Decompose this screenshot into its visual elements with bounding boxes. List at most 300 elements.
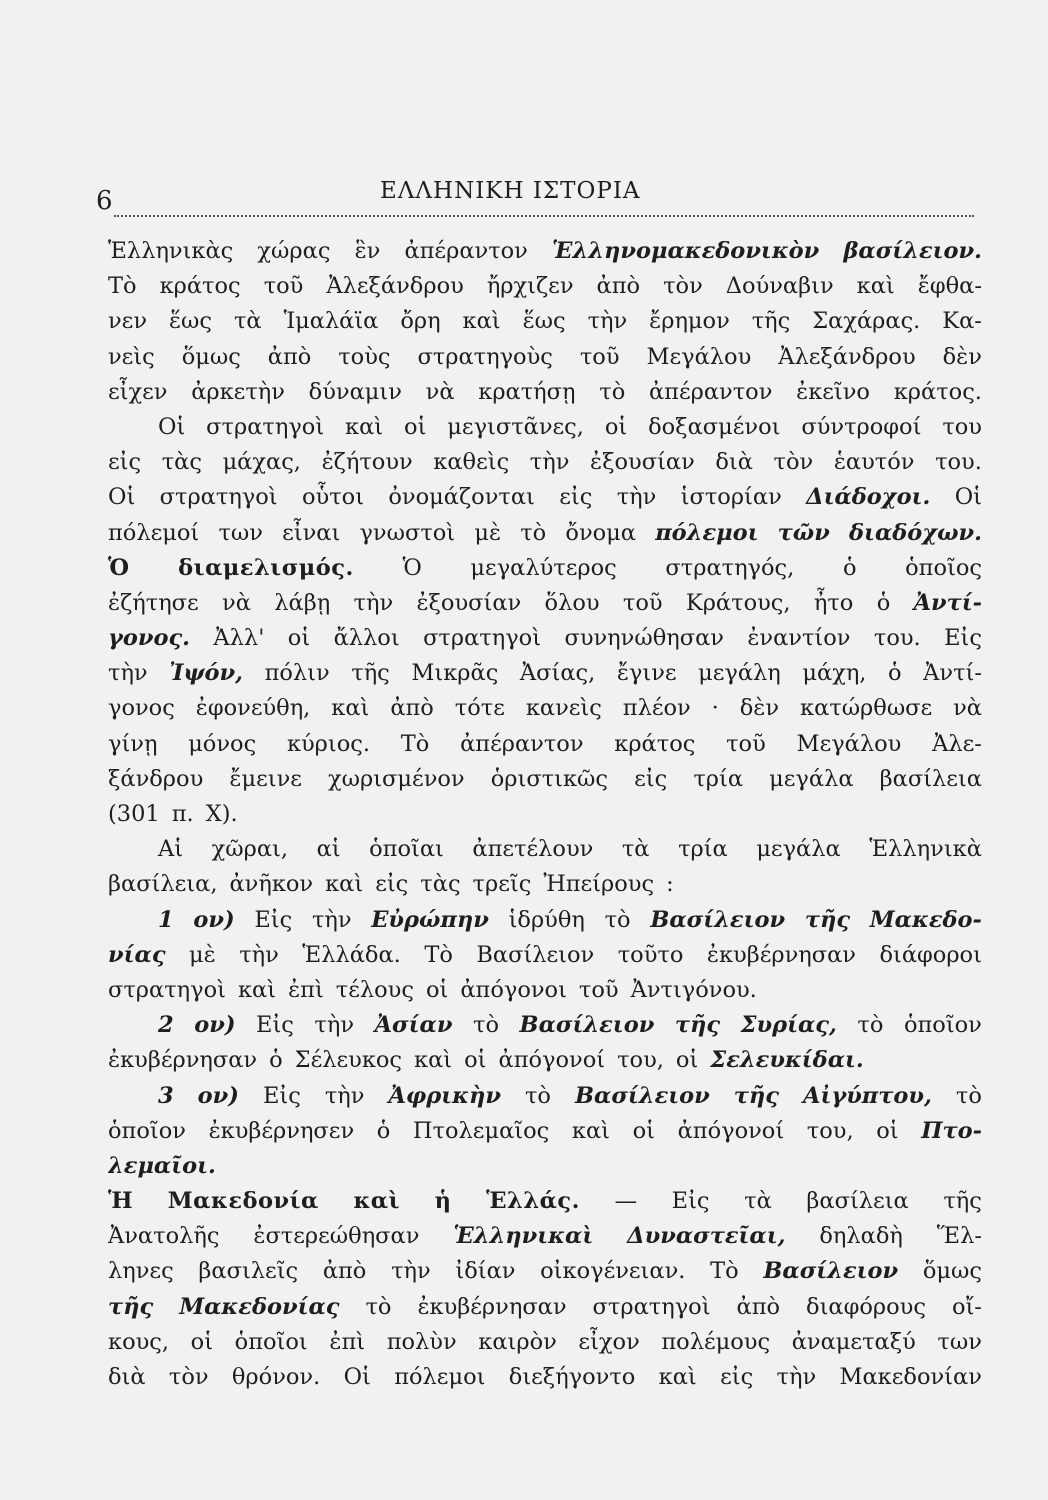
word: Δυναστεῖαι,	[627, 1223, 786, 1250]
word: καὶ	[856, 273, 895, 300]
word: κατώρθωσε	[800, 695, 933, 722]
word: διαδόχων.	[849, 519, 982, 546]
word: καὶ	[331, 695, 370, 722]
word: Οἱ	[954, 484, 982, 511]
word: οἱ	[425, 976, 449, 1003]
word: τὴν	[314, 1012, 355, 1039]
word: Ἀσίας,	[519, 660, 596, 687]
word: τὸ	[473, 1012, 499, 1039]
word: νίας	[108, 941, 166, 968]
word: Πτολεμαῖος	[412, 1117, 550, 1144]
word: διάφοροι	[879, 941, 982, 968]
text-line	[108, 340, 982, 375]
word: ἀπόγονοί	[677, 1117, 785, 1144]
word: καὶ	[462, 308, 501, 335]
word: οἴ-	[951, 1293, 982, 1320]
word: Εὐρώπην	[371, 906, 489, 933]
text-line	[108, 832, 982, 867]
word: ἐναντίον	[747, 625, 851, 652]
text-line	[108, 973, 982, 1008]
word: ὁ	[269, 1047, 283, 1074]
word: τοῦ	[579, 343, 620, 370]
word: Κράτους,	[685, 589, 791, 616]
word: μὲ	[474, 519, 502, 546]
word: Διάδοχοι.	[806, 484, 931, 511]
word: καθεὶς	[433, 449, 510, 476]
word: τὸ	[955, 1082, 982, 1109]
text-line	[108, 1290, 982, 1325]
word: Ἕλ-	[936, 1223, 982, 1250]
word: Ἀσίαν	[374, 1012, 453, 1039]
word: Μακεδονίαν	[839, 1364, 982, 1390]
word: τὴν	[391, 1258, 431, 1285]
word: ἀπέραντον	[648, 378, 773, 405]
word: Ἀνατολῆς	[108, 1223, 220, 1250]
word: καὶ	[325, 871, 364, 898]
word: ὁποῖαι	[369, 836, 444, 863]
word: δηλαδὴ	[819, 1223, 903, 1250]
word: μάχη,	[802, 660, 867, 687]
text-line	[108, 304, 982, 339]
word: Ἰψόν,	[169, 660, 243, 687]
word: τὸ	[524, 1082, 551, 1109]
text-line	[108, 586, 982, 621]
word: ἔμεινε	[229, 765, 302, 792]
word: Ἱμαλάϊα	[283, 308, 379, 335]
word: ληνες	[108, 1258, 174, 1285]
word: τὸ	[604, 906, 631, 933]
running-title: ΕΛΛΗΝΙΚΗ ΙΣΤΟΡΙΑ	[380, 178, 641, 204]
word: ἐκυβέρνησεν	[208, 1117, 355, 1144]
word: Πτο-	[921, 1117, 982, 1144]
word: Εἰς	[262, 1082, 301, 1109]
word: τὰς	[420, 871, 461, 898]
word: ἔφθα-	[917, 273, 982, 300]
text-line	[108, 1114, 982, 1149]
word: δοξασμένοι	[648, 413, 781, 440]
word: τὴν	[108, 660, 148, 687]
word: Οἱ	[343, 1364, 371, 1390]
word: κράτος.	[893, 378, 982, 405]
word: Ἀλε-	[932, 730, 982, 757]
word: ἀνῆκον	[229, 871, 314, 898]
word: οἱ	[287, 625, 311, 652]
word: τὴν	[353, 589, 394, 616]
word: τῆς	[751, 308, 791, 335]
text-line	[108, 903, 982, 938]
word: οἱ	[876, 1117, 899, 1144]
word: καὶ	[571, 1117, 610, 1144]
word: οἱ	[675, 1047, 699, 1074]
word: ὁριστικῶς	[490, 765, 608, 792]
word: ἱστορίαν	[680, 484, 782, 511]
word: ἀπέραντον	[404, 238, 528, 264]
text-line	[108, 656, 982, 691]
word: ἡ	[434, 1188, 452, 1215]
word: βασίλεια	[806, 1188, 909, 1215]
word: ὁποῖον	[108, 1117, 186, 1144]
word: εἰς	[559, 484, 593, 511]
word: του.	[935, 449, 982, 476]
word: οὗτοι	[301, 484, 365, 511]
word: τῶν	[777, 519, 830, 546]
word: Σέλευκος	[294, 1047, 403, 1074]
word: Μικρᾶς	[411, 660, 499, 687]
word: τῆς	[108, 1293, 154, 1320]
word: Βασίλειον	[574, 1082, 710, 1109]
word: Ἑλληνικὰς	[108, 238, 234, 264]
word: οἱ	[464, 1047, 487, 1074]
page-header	[96, 176, 976, 216]
word: Ὁ	[108, 554, 130, 581]
word: ἀπόγονοί	[498, 1047, 606, 1074]
word: γονος	[108, 695, 175, 722]
text-line	[108, 1008, 982, 1043]
word: νὰ	[953, 695, 982, 722]
word: Τὸ	[108, 273, 137, 300]
word: τοῦτο	[617, 941, 684, 968]
word: μεγάλη	[698, 660, 781, 687]
word: ὁποῖον	[903, 1012, 982, 1039]
word: ἦτο	[813, 589, 854, 616]
word: τότε	[454, 695, 505, 722]
word: στρατηγοὶ	[159, 484, 278, 511]
word: λάβῃ	[274, 589, 331, 616]
word: τὸν	[773, 449, 814, 476]
word: ἐπὶ	[329, 1328, 366, 1355]
word: Αἱ	[158, 836, 184, 863]
word: (301	[108, 801, 160, 827]
word: Ἠπείρους	[543, 871, 655, 898]
word: ον)	[193, 906, 235, 933]
word: Εἰς	[254, 906, 293, 933]
word: τὸ	[857, 1012, 884, 1039]
word: γίνῃ	[108, 730, 158, 757]
word: τῆς	[804, 906, 851, 933]
header-dotted-rule	[114, 215, 974, 217]
text-line	[108, 797, 982, 832]
word: Σελευκίδαι.	[710, 1047, 864, 1074]
word: ὁ	[842, 554, 857, 581]
word: τέλους	[335, 976, 414, 1003]
word: τὴν	[324, 1082, 365, 1109]
word: κρατήσῃ	[478, 378, 576, 405]
word: διαμελισμός.	[178, 554, 354, 581]
word: Ἑλληνικαὶ	[453, 1223, 594, 1250]
word: ἀναμεταξύ	[791, 1328, 916, 1355]
word: Εἰς	[944, 625, 982, 652]
body-text	[108, 234, 982, 1395]
word: μόνος	[188, 730, 257, 757]
word: βασιλεῖς	[198, 1258, 299, 1285]
word: καὶ	[345, 413, 384, 440]
word: ἀπὸ	[322, 1258, 367, 1285]
word: τὰ	[744, 1188, 772, 1215]
word: των	[218, 519, 263, 546]
text-line	[108, 691, 982, 726]
word: 1	[158, 906, 174, 933]
word: ὁποῖος	[905, 554, 982, 581]
word: ἐξουσίαν	[416, 589, 522, 616]
word: του.	[873, 625, 921, 652]
word: ἤρχιζεν	[486, 273, 574, 300]
word: πόλεμοι	[655, 519, 759, 546]
word: ἔγινε	[616, 660, 677, 687]
word: κράτος	[159, 273, 241, 300]
word: Τὸ	[424, 941, 453, 968]
word: τῆς	[351, 660, 390, 687]
word: διὰ	[108, 1364, 146, 1390]
word: Οἱ	[158, 413, 186, 440]
word: χώρας	[257, 238, 331, 264]
word: πολὺν	[386, 1328, 457, 1355]
word: Βασίλειον	[763, 1258, 899, 1285]
word: οἱ	[404, 413, 427, 440]
word: αἱ	[316, 836, 341, 863]
word: εἰς	[375, 871, 409, 898]
word: συνηνώθησαν	[564, 625, 724, 652]
word: ἕως	[168, 308, 212, 335]
word: Μακεδονίας	[179, 1293, 340, 1320]
text-line	[108, 410, 982, 445]
word: τρεῖς	[472, 871, 532, 898]
word: πόλεμοι	[394, 1364, 486, 1390]
word: ἐκυβέρνησαν	[108, 1047, 258, 1074]
word: τοῦ	[263, 273, 304, 300]
word: στρατηγοὶ	[423, 625, 542, 652]
text-line	[108, 1184, 982, 1219]
text-line	[108, 727, 982, 762]
word: ἀπετέλουν	[472, 836, 594, 863]
word: νὰ	[425, 378, 455, 405]
word: Μεγάλου	[796, 730, 902, 757]
word: ον)	[197, 1082, 239, 1109]
word: μεγιστᾶνες,	[447, 413, 584, 440]
word: τοῦ	[578, 976, 619, 1003]
text-line	[108, 1360, 982, 1395]
word: ὁ	[888, 660, 902, 687]
word: μάχας,	[222, 449, 301, 476]
word: ἀπὸ	[596, 273, 641, 300]
text-line	[108, 1325, 982, 1360]
text-line	[108, 1149, 982, 1184]
word: κανεὶς	[525, 695, 602, 722]
word: μεγαλύτερος	[470, 554, 617, 581]
word: Σαχάρας.	[812, 308, 921, 335]
text-line	[108, 867, 982, 902]
word: ὅμως	[181, 343, 241, 370]
word: οἰκογένειαν.	[540, 1258, 686, 1285]
word: Ἀλεξάνδρου	[778, 343, 916, 370]
text-line	[108, 1079, 982, 1114]
word: δὲν	[942, 343, 982, 370]
word: βασίλεια	[879, 765, 982, 792]
text-line	[108, 234, 982, 269]
word: τὸ	[599, 378, 626, 405]
word: πλέον	[622, 695, 691, 722]
word: ὄνομα	[565, 519, 636, 546]
word: καὶ	[658, 1364, 697, 1390]
word: τοῦ	[726, 730, 766, 757]
word: Ἡ	[108, 1188, 134, 1215]
word: ἐζήτησε	[108, 589, 199, 616]
text-line	[108, 375, 982, 410]
word: Εἰς	[256, 1012, 294, 1039]
word: ἐφονεύθη,	[195, 695, 311, 722]
word: ὁ	[376, 1117, 391, 1144]
word: στρατηγός,	[665, 554, 795, 581]
word: ἰδίαν	[455, 1258, 516, 1285]
word: ὅλου	[544, 589, 600, 616]
word: Ἀλεξάνδρου	[326, 273, 464, 300]
word: τὰ	[621, 836, 650, 863]
word: Ἀντιγόνου.	[630, 976, 757, 1003]
word: χωρισμένον	[328, 765, 465, 792]
text-line	[108, 762, 982, 797]
word: —	[614, 1188, 638, 1215]
word: ξάνδρου	[108, 765, 204, 792]
word: τὴν	[616, 484, 657, 511]
word: Ἀλλ'	[213, 625, 265, 652]
word: τρία	[693, 765, 744, 792]
text-line	[108, 938, 982, 973]
word: καὶ	[353, 1188, 401, 1215]
text-line	[108, 1043, 982, 1078]
word: τὰ	[233, 308, 262, 335]
text-line	[108, 480, 982, 515]
word: ἑαυτόν	[833, 449, 915, 476]
word: σύντροφοί	[801, 413, 922, 440]
text-line	[108, 1254, 982, 1289]
word: καιρὸν	[478, 1328, 557, 1355]
word: τὸν	[168, 1364, 209, 1390]
word: πολέμους	[661, 1328, 771, 1355]
word: ἀπόγονοι	[460, 976, 567, 1003]
word: Ἀφρικὴν	[388, 1082, 501, 1109]
word: Βασίλειον	[650, 906, 786, 933]
word: δύναμιν	[308, 378, 402, 405]
word: Τὸ	[400, 730, 430, 757]
word: ὁ	[876, 589, 891, 616]
word: Μακεδο-	[869, 906, 982, 933]
word: των	[937, 1328, 982, 1355]
word: κύριος.	[286, 730, 371, 757]
word: του,	[806, 1117, 854, 1144]
word: τὴν	[311, 906, 352, 933]
word: Βασίλειον	[476, 941, 595, 968]
word: ἔρημον	[649, 308, 730, 335]
word: διεξήγοντο	[508, 1364, 636, 1390]
word: εἶναι	[282, 519, 341, 546]
word: Χ).	[205, 801, 238, 827]
word: Ἑλλάδα.	[302, 941, 401, 968]
word: νὰ	[222, 589, 251, 616]
word: καὶ	[414, 1047, 453, 1074]
word: 2	[158, 1012, 174, 1039]
word: Ἑλληνικὰ	[869, 836, 982, 863]
word: εἶχεν	[108, 378, 168, 405]
word: καὶ	[237, 976, 277, 1003]
word: τὴν	[239, 941, 279, 968]
word: ἱδρύθη	[508, 906, 585, 933]
word: ·	[711, 695, 719, 722]
text-line	[108, 551, 982, 586]
word: νεν	[108, 308, 148, 335]
word: στρατηγοὶ	[592, 1293, 711, 1320]
word: Αἰγύπτου,	[803, 1082, 932, 1109]
word: γονος.	[108, 625, 191, 652]
text-line	[108, 516, 982, 551]
word: τρία	[678, 836, 728, 863]
word: Οἱ	[108, 484, 136, 511]
word: ἓν	[354, 238, 381, 264]
word: διὰ	[715, 449, 753, 476]
text-line	[108, 1219, 982, 1254]
word: Ἑλλάς.	[486, 1188, 580, 1215]
word: ἐπὶ	[288, 976, 324, 1003]
word: ἕως	[522, 308, 566, 335]
word: Τὸ	[710, 1258, 739, 1285]
word: ἀπὸ	[736, 1293, 781, 1320]
word: εἶχον	[578, 1328, 640, 1355]
word: μεγάλα	[756, 836, 841, 863]
word: βασίλειον.	[843, 238, 982, 264]
word: χῶραι,	[211, 836, 289, 863]
word: Μακεδονία	[167, 1188, 319, 1215]
word: κους,	[108, 1328, 170, 1355]
word: τὴν	[776, 1364, 817, 1390]
word: τῆς	[943, 1188, 982, 1215]
word: στρατηγοὶ	[108, 976, 226, 1003]
word: Εἰς	[671, 1188, 710, 1215]
word: τῆς	[733, 1082, 779, 1109]
word: του	[942, 413, 982, 440]
word: γνωστοὶ	[359, 519, 456, 546]
word: Ἑλληνομακεδονικὸν	[552, 238, 820, 264]
word: ἐξουσίαν	[590, 449, 695, 476]
word: στρατηγοὺς	[417, 343, 553, 370]
word: διαφόρους	[806, 1293, 926, 1320]
word: πόλεμοί	[108, 519, 200, 546]
word: Ἀντί-	[923, 660, 982, 687]
word: κράτος	[614, 730, 696, 757]
word: ἀπέραντον	[460, 730, 584, 757]
word: εἰς	[108, 449, 142, 476]
word: τὸ	[365, 1293, 392, 1320]
word: τὸ	[520, 519, 547, 546]
word: δὲν	[739, 695, 780, 722]
word: τὸν	[663, 273, 703, 300]
word: μὲ	[189, 941, 216, 968]
word: Μεγάλου	[646, 343, 752, 370]
word: ἐκυβέρνησαν	[706, 941, 856, 968]
word: ἄλλοι	[333, 625, 400, 652]
word: ον)	[194, 1012, 236, 1039]
word: Ὁ	[402, 554, 422, 581]
word: οἱ	[632, 1117, 655, 1144]
word: εἰς	[720, 1364, 754, 1390]
word: λεμαῖοι.	[108, 1152, 216, 1179]
word: Κα-	[942, 308, 982, 335]
word: οἱ	[190, 1328, 214, 1355]
word: ἐκυβέρνησαν	[417, 1293, 567, 1320]
word: ὅμως	[922, 1258, 982, 1285]
word: ἀπὸ	[267, 343, 312, 370]
word: θρόνον.	[231, 1364, 321, 1390]
word: ἐζήτουν	[321, 449, 413, 476]
page-number: 6	[96, 186, 113, 216]
word: ἐκεῖνο	[796, 378, 870, 405]
